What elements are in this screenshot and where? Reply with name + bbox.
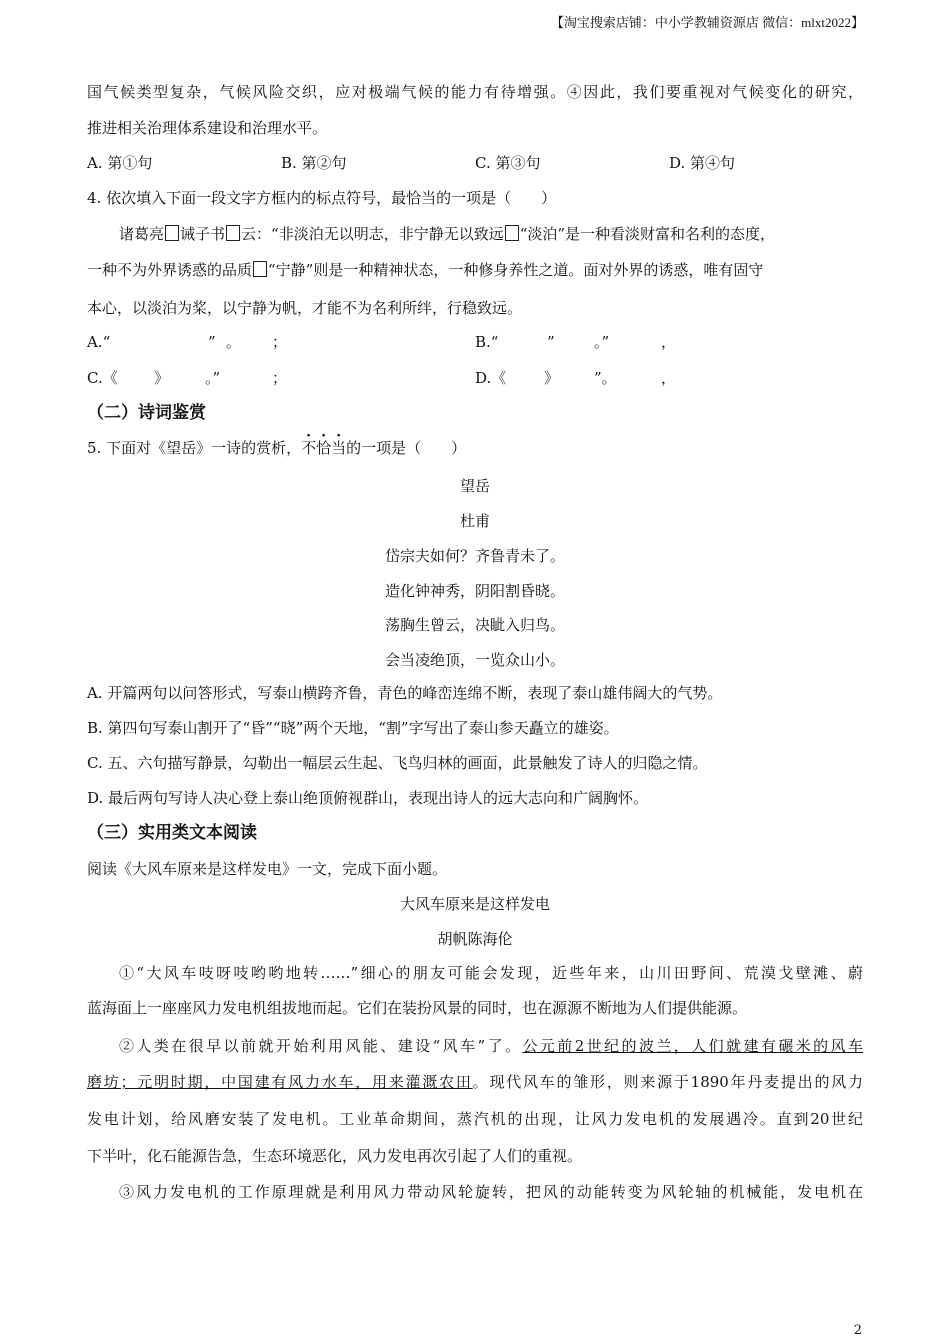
option-mark: 。” bbox=[594, 333, 610, 351]
article-line: 蓝海面上一座座风力发电机组拔地而起。它们在装扮风景的同时，也在源源不断地为人们提供能源。 bbox=[87, 999, 748, 1017]
article-author: 胡帆陈海伦 bbox=[437, 930, 513, 948]
q3-text-line: 国气候类型复杂，气候风险交织，应对极端气候的能力有待增强。④因此，我们要重视对气候变化的研究， bbox=[87, 83, 863, 101]
reading-intro: 阅读《大风车原来是这样发电》一文，完成下面小题。 bbox=[87, 860, 448, 878]
q4-text: “淡泊”是一种看淡财富和名利的态度， bbox=[519, 225, 776, 243]
page-number: 2 bbox=[853, 1323, 862, 1338]
article-line bbox=[87, 1072, 863, 1092]
q4-text: 云：“非淡泊无以明志，非宁静无以致远 bbox=[241, 225, 504, 243]
option-mark: ， bbox=[661, 333, 677, 351]
option-mark: ” bbox=[208, 333, 216, 351]
q4-text: “宁静”则是一种精神状态，一种修身养性之道。面对外界的诱惑，唯有固守 bbox=[268, 261, 764, 279]
article-text: ②人类在很早以前就开始利用风能、建设“风车”了。 bbox=[119, 1037, 523, 1055]
q5-option-d: D. 最后两句写诗人决心登上泰山绝顶俯视群山，表现出诗人的远大志向和广阔胸怀。 bbox=[87, 789, 649, 807]
article-line: 发电计划，给风磨安装了发电机。工业革命期间，蒸汽机的出现，让风力发电机的发展遇冷。直到20世纪 bbox=[87, 1110, 863, 1128]
q5-stem-text: 的一项是（ ） bbox=[346, 439, 467, 457]
q4-text: 诫子书 bbox=[180, 225, 226, 243]
underlined-text: 磨坊；元明时期，中国建有风力水车，用来灌溉农田 bbox=[87, 1073, 473, 1091]
poem-title: 望岳 bbox=[459, 477, 490, 495]
q4-text: 一种不为外界诱惑的品质 bbox=[87, 261, 253, 279]
poem-line: 荡胸生曾云，决眦入归鸟。 bbox=[384, 616, 565, 634]
option-mark: ， bbox=[661, 369, 677, 387]
q5-option-c: C. 五、六句描写静景，勾勒出一幅层云生起、飞鸟归林的画面，此景触发了诗人的归隐之情。 bbox=[87, 754, 708, 772]
option-mark: 》 bbox=[544, 369, 560, 387]
blank-box bbox=[165, 225, 179, 241]
poem-line: 会当凌绝顶，一览众山小。 bbox=[384, 651, 565, 669]
page-header: 【淘宝搜索店铺：中小学教辅资源店 微信：mlxt2022】 bbox=[550, 15, 864, 30]
option-mark: ”。 bbox=[594, 369, 617, 387]
blank-box bbox=[226, 225, 240, 241]
option-mark: ； bbox=[272, 333, 288, 351]
article-line: ③风力发电机的工作原理就是利用风力带动风轮旋转，把风的动能转变为风轮轴的机械能，发电机在 bbox=[119, 1183, 863, 1201]
q4-stem: 4. 依次填入下面一段文字方框内的标点符号，最恰当的一项是（ ） bbox=[87, 189, 557, 207]
q5-option-a: A. 开篇两句以问答形式，写泰山横跨齐鲁，青色的峰峦连绵不断，表现了泰山雄伟阔大的气势。 bbox=[87, 684, 723, 702]
poem-line: 岱宗夫如何？齐鲁青未了。 bbox=[384, 547, 565, 565]
article-line bbox=[119, 1036, 863, 1056]
q5-stem-text: 5. 下面对《望岳》一诗的赏析， bbox=[87, 439, 302, 457]
q4-passage-line: 本心，以淡泊为桨，以宁静为帆，才能不为名利所绊，行稳致远。 bbox=[87, 299, 523, 317]
blank-box bbox=[505, 225, 519, 241]
q3-option-d: D. 第④句 bbox=[669, 154, 736, 172]
article-title: 大风车原来是这样发电 bbox=[399, 895, 550, 913]
q3-option-b: B. 第②句 bbox=[281, 154, 347, 172]
option-mark: ； bbox=[272, 369, 288, 387]
poem-line: 造化钟神秀，阴阳割昏晓。 bbox=[384, 582, 565, 600]
option-mark: ” bbox=[547, 333, 555, 351]
emphasis-char: 恰 bbox=[316, 439, 332, 457]
q5-option-b: B. 第四句写泰山割开了“昏”“晓”两个天地，“割”字写出了泰山参天矗立的雄姿。 bbox=[87, 719, 619, 737]
section-heading: （三）实用类文本阅读 bbox=[87, 823, 257, 843]
option-mark: A.“ bbox=[87, 333, 111, 351]
q4-passage-line bbox=[87, 260, 763, 280]
q3-text-line: 推进相关治理体系建设和治理水平。 bbox=[87, 119, 328, 137]
option-mark: B.“ bbox=[475, 333, 499, 351]
emphasis-char: 当 bbox=[331, 439, 347, 457]
option-mark: 。 bbox=[226, 333, 242, 351]
section-heading: （二）诗词鉴赏 bbox=[87, 403, 206, 423]
option-mark: 。” bbox=[205, 369, 221, 387]
q3-option-a: A. 第①句 bbox=[87, 154, 153, 172]
q3-option-c: C. 第③句 bbox=[475, 154, 541, 172]
article-line: 下半叶，化石能源告急，生态环境恶化，风力发电再次引起了人们的重视。 bbox=[87, 1147, 583, 1165]
q5-stem bbox=[87, 438, 466, 458]
article-text: 。现代风车的雏形，则来源于1890年丹麦提出的风力 bbox=[472, 1073, 863, 1091]
option-mark: D.《 bbox=[475, 369, 507, 387]
blank-box bbox=[253, 261, 267, 277]
option-mark: C.《 bbox=[87, 369, 118, 387]
q4-text: 诸葛亮 bbox=[119, 225, 165, 243]
underlined-text: 公元前2世纪的波兰，人们就建有碾米的风车 bbox=[522, 1037, 864, 1055]
option-mark: 》 bbox=[154, 369, 170, 387]
q4-passage-line bbox=[119, 224, 775, 244]
emphasis-char: 不 bbox=[301, 439, 317, 457]
article-line: ①“大风车吱呀吱哟哟地转……”细心的朋友可能会发现，近些年来，山川田野间、荒漠戈壁滩、蔚 bbox=[119, 964, 863, 982]
poem-author: 杜甫 bbox=[459, 512, 490, 530]
